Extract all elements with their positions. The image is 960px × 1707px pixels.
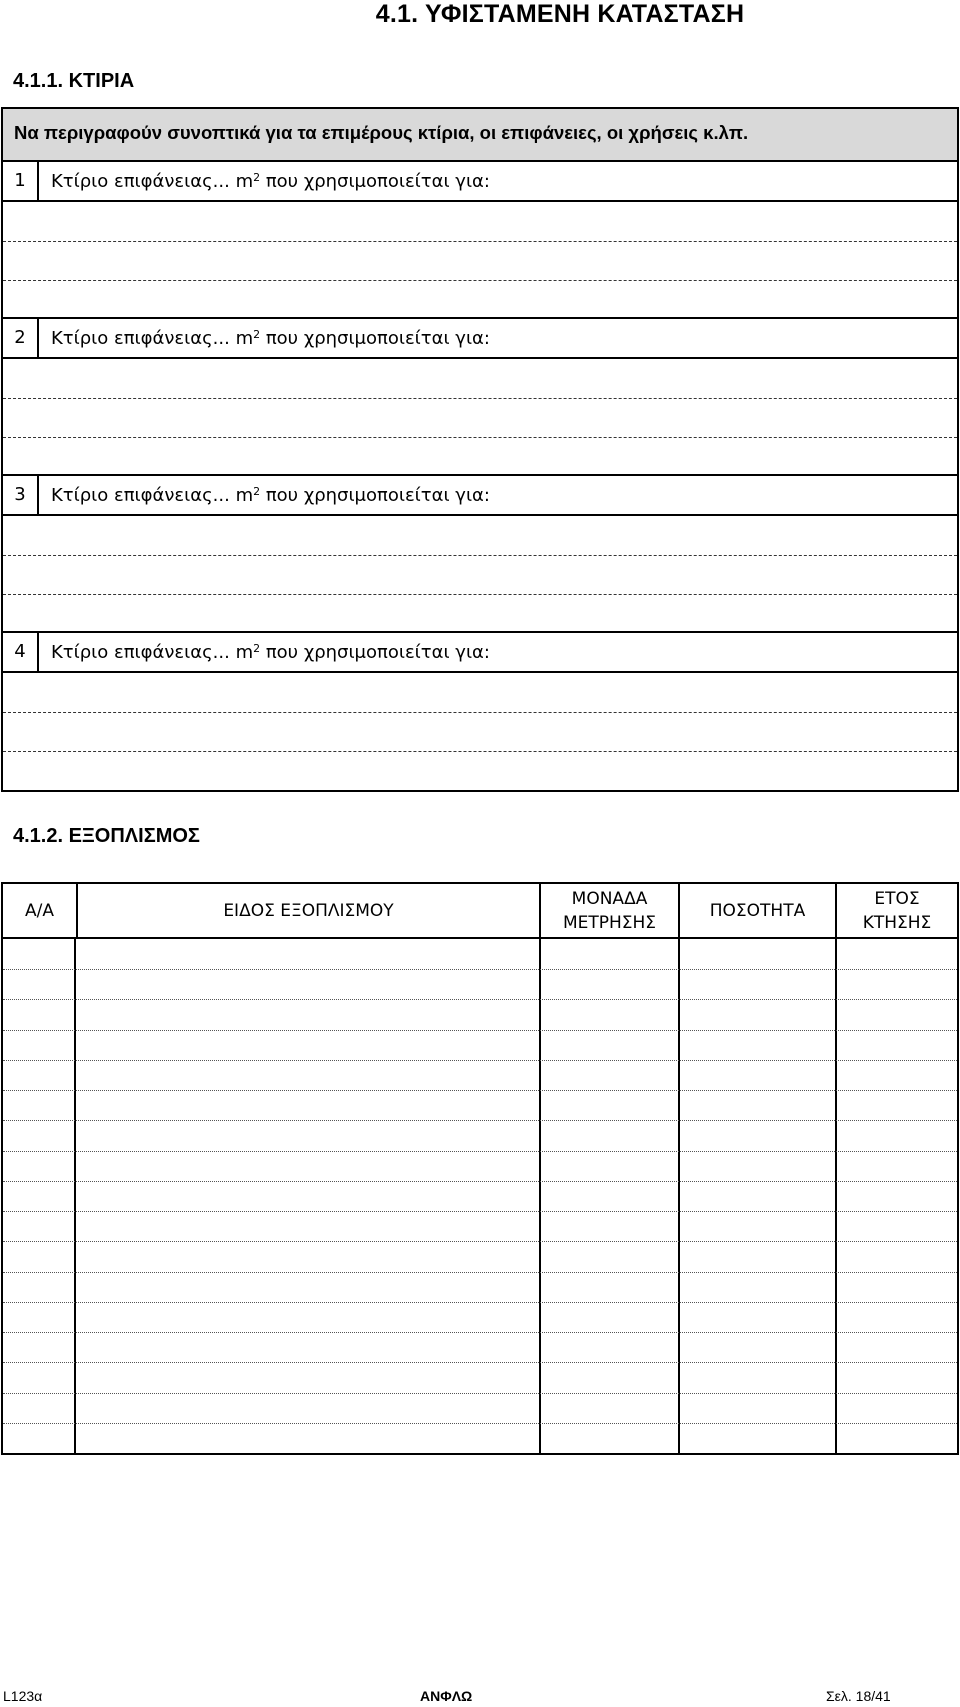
building-row — [3, 319, 957, 359]
page-title: 4.1. ΥΦΙΣΤΑΜΕΝΗ ΚΑΤΑΣΤΑΣΗ — [375, 0, 745, 28]
footer-code: L123α — [3, 1688, 43, 1704]
table-row-separator — [3, 1030, 957, 1031]
table-row-separator — [3, 1120, 957, 1121]
column-header-unit: ΜΟΝΑΔΑ ΜΕΤΡΗΣΗΣ — [539, 884, 678, 937]
column-divider — [835, 939, 837, 1453]
building-label: Κτίριο επιφάνειας... $m^2$ που χρησιμοποιείται για: — [51, 642, 490, 663]
column-divider — [74, 939, 76, 1453]
column-header-quantity: ΠΟΣΟΤΗΤΑ — [678, 884, 835, 937]
building-description-field[interactable] — [3, 359, 957, 476]
equipment-table — [1, 882, 959, 1455]
table-row-separator — [3, 1302, 957, 1303]
table-row-separator — [3, 1423, 957, 1424]
building-description-field[interactable] — [3, 516, 957, 633]
dashed-line — [3, 437, 957, 438]
buildings-instruction: Να περιγραφούν συνοπτικά για τα επιμέρους κτίρια, οι επιφάνειες, οι χρήσεις κ.λπ. — [3, 109, 957, 162]
dashed-line — [3, 712, 957, 713]
table-body[interactable] — [3, 939, 957, 1453]
dashed-line — [3, 751, 957, 752]
buildings-box — [1, 107, 959, 792]
table-row-separator — [3, 1393, 957, 1394]
table-row-separator — [3, 999, 957, 1000]
building-label: Κτίριο επιφάνειας... $m^2$ που χρησιμοποιείται για: — [51, 171, 490, 192]
building-label: Κτίριο επιφάνειας... $m^2$ που χρησιμοποιείται για: — [51, 485, 490, 506]
dashed-line — [3, 555, 957, 556]
footer-page: Σελ. 18/41 — [826, 1688, 891, 1704]
table-row-separator — [3, 1332, 957, 1333]
column-divider — [539, 939, 541, 1453]
column-header-year: ΕΤΟΣ ΚΤΗΣΗΣ — [835, 884, 957, 937]
building-number: 2 — [3, 319, 39, 357]
table-row-separator — [3, 1272, 957, 1273]
column-header-aa: Α/Α — [25, 900, 54, 921]
building-row — [3, 162, 957, 202]
table-header — [3, 884, 957, 939]
table-row-separator — [3, 1241, 957, 1242]
building-row — [3, 633, 957, 673]
dashed-line — [3, 241, 957, 242]
equipment-heading: 4.1.2. ΕΞΟΠΛΙΣΜΟΣ — [13, 825, 200, 847]
dashed-line — [3, 398, 957, 399]
building-number: 3 — [3, 476, 39, 514]
table-row-separator — [3, 1090, 957, 1091]
dashed-line — [3, 280, 957, 281]
building-description-field[interactable] — [3, 673, 957, 792]
table-row-separator — [3, 1181, 957, 1182]
footer-org: ΑΝΦΛΩ — [420, 1688, 473, 1704]
building-number: 1 — [3, 162, 39, 200]
column-header-type: ΕΙΔΟΣ ΕΞΟΠΛΙΣΜΟΥ — [76, 884, 539, 937]
building-row — [3, 476, 957, 516]
table-row-separator — [3, 1362, 957, 1363]
building-label: Κτίριο επιφάνειας... $m^2$ που χρησιμοποιείται για: — [51, 328, 490, 349]
table-row-separator — [3, 1060, 957, 1061]
dashed-line — [3, 594, 957, 595]
column-divider — [678, 939, 680, 1453]
building-description-field[interactable] — [3, 202, 957, 319]
table-row-separator — [3, 969, 957, 970]
building-number: 4 — [3, 633, 39, 671]
buildings-heading: 4.1.1. ΚΤΙΡΙΑ — [13, 70, 135, 92]
table-row-separator — [3, 1211, 957, 1212]
table-row-separator — [3, 1151, 957, 1152]
